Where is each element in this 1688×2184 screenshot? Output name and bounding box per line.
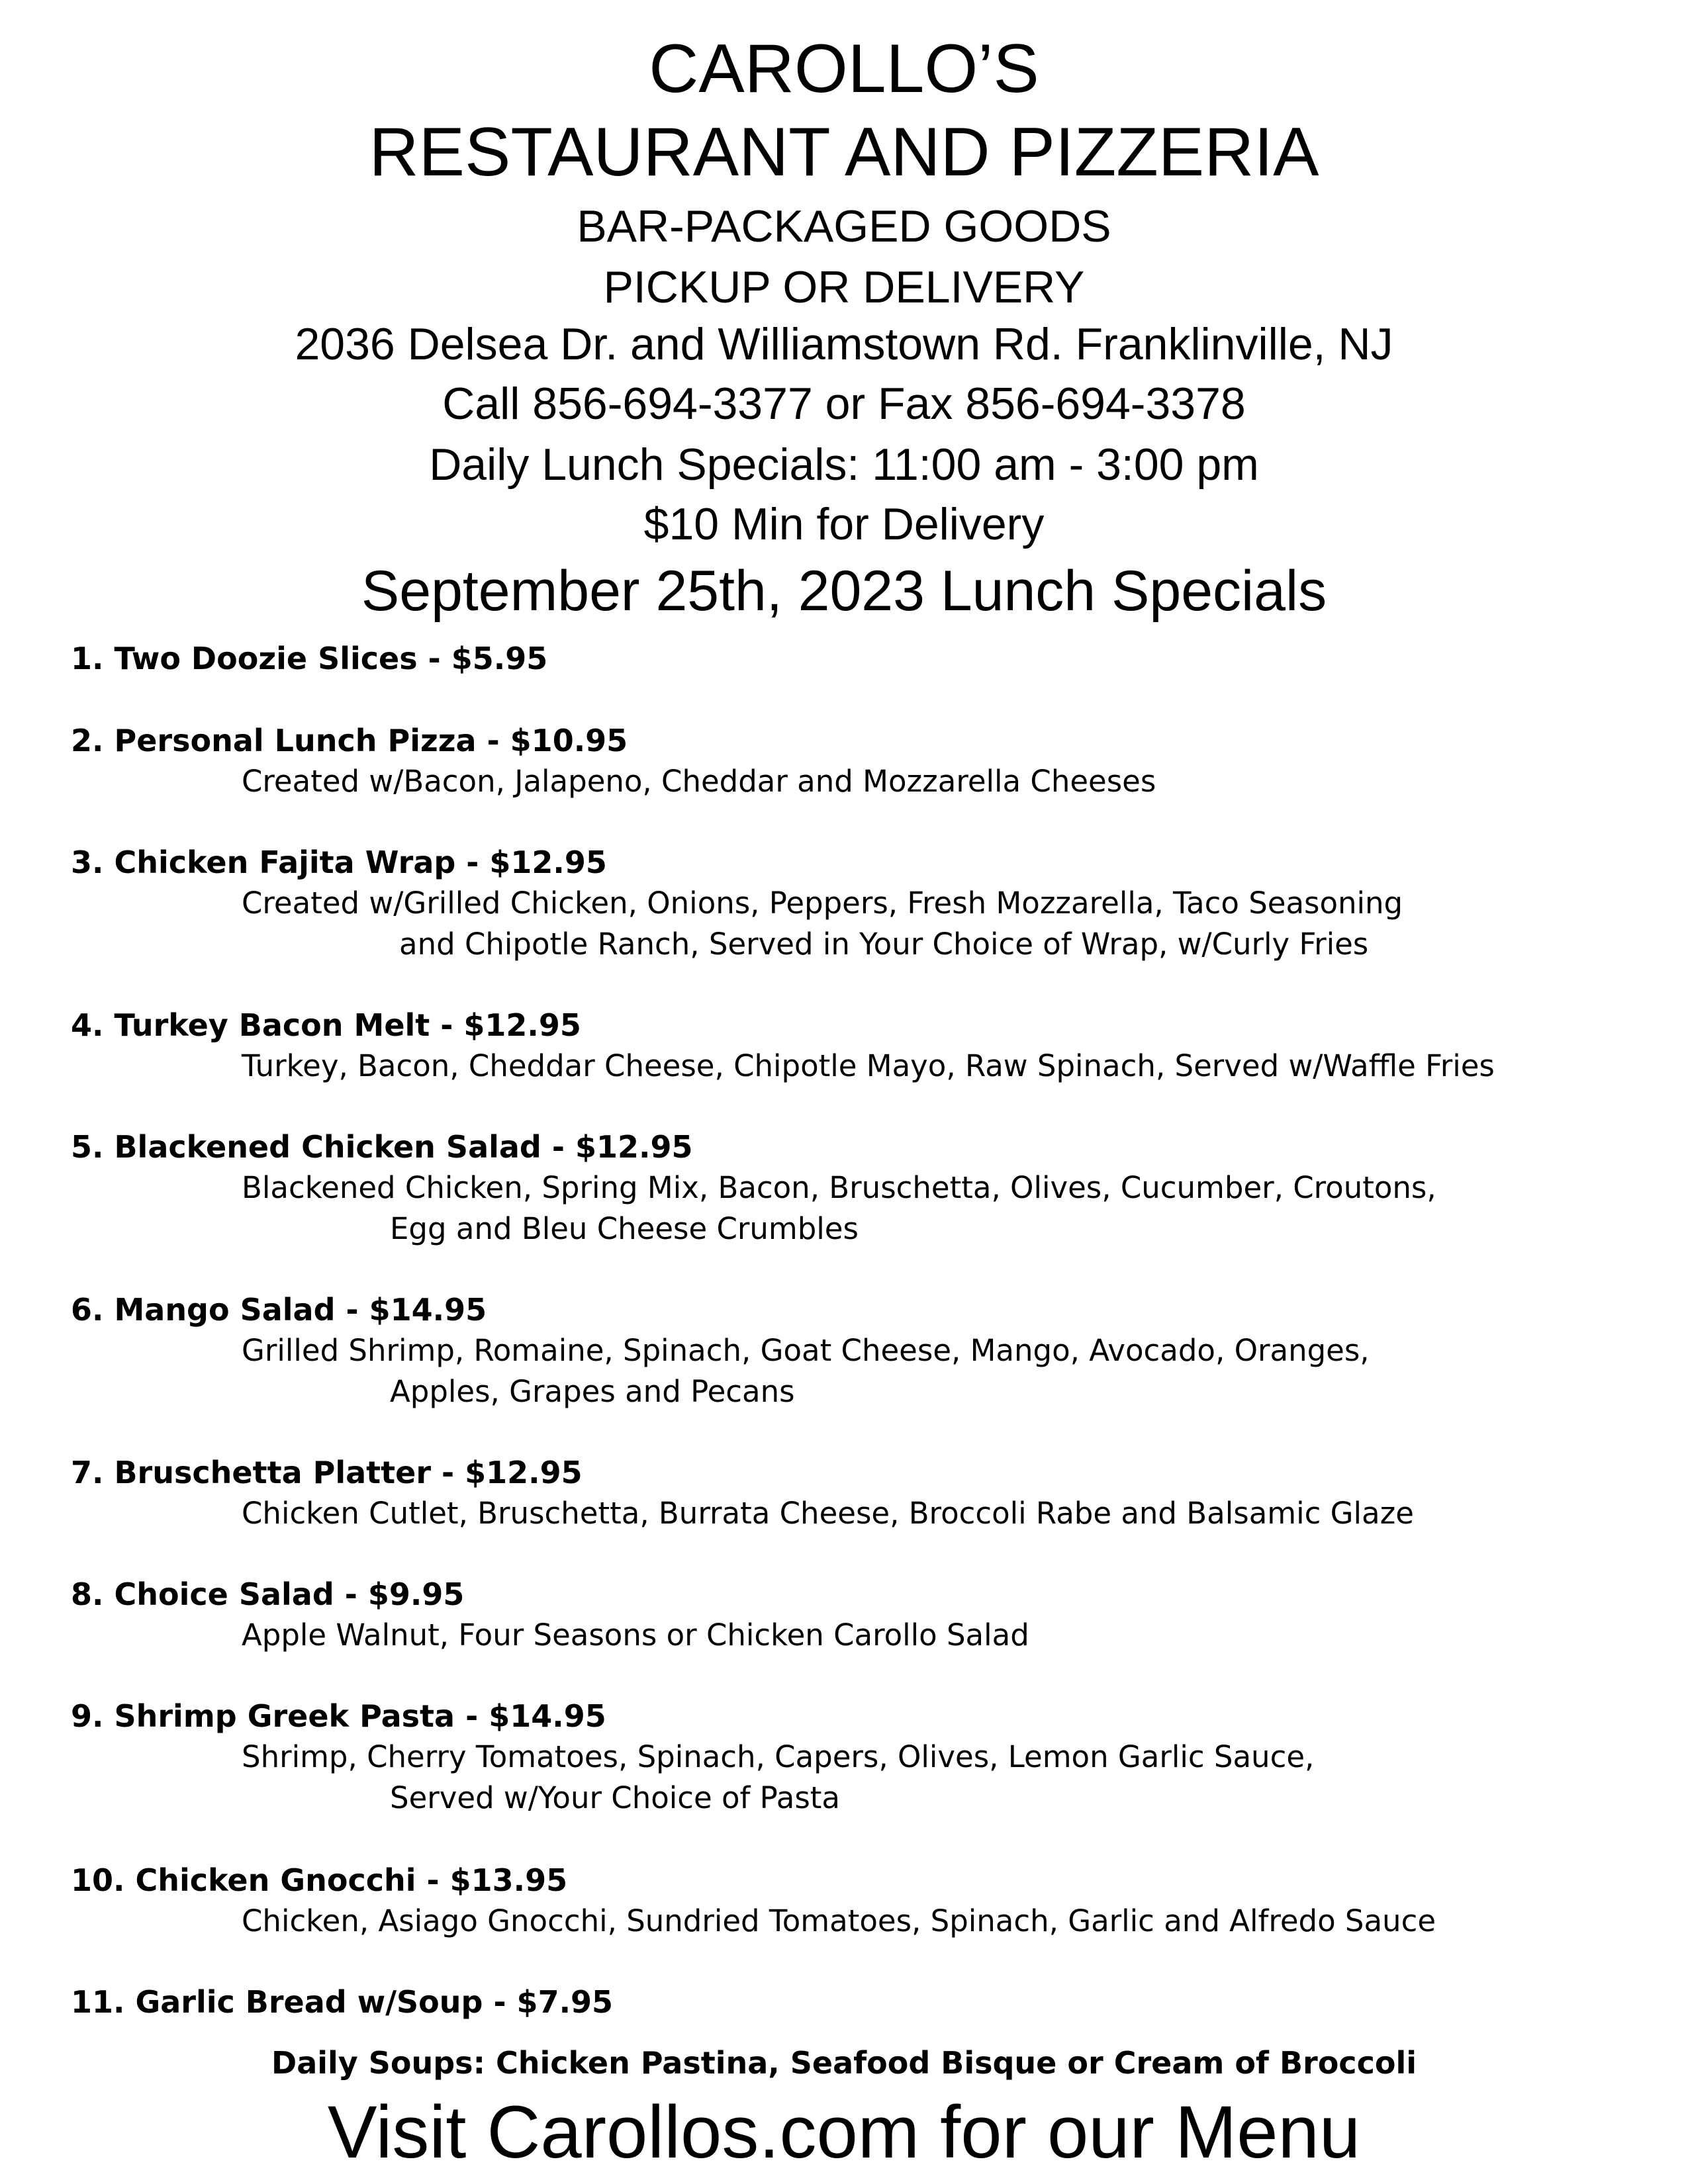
menu-item: [71, 1289, 1370, 1412]
menu-item-title: 9. Shrimp Greek Pasta - $14.95: [71, 1698, 606, 1734]
menu-item: [71, 1452, 1414, 1534]
menu-item-title: 3. Chicken Fajita Wrap - $12.95: [71, 844, 607, 880]
menu-item: [71, 1126, 1436, 1250]
services-line: BAR-PACKAGED GOODS: [577, 201, 1111, 251]
menu-item-title: 1. Two Doozie Slices - $5.95: [71, 641, 548, 676]
menu-item-description: Turkey, Bacon, Cheddar Cheese, Chipotle Mayo, Raw Spinach, Served w/Waffle Fries: [242, 1048, 1495, 1083]
menu-item: [71, 720, 1156, 802]
menu-item: [71, 638, 547, 679]
lunch-hours: Daily Lunch Specials: 11:00 am - 3:00 pm: [429, 439, 1259, 490]
menu-item-description: Created w/Grilled Chicken, Onions, Peppers, Fresh Mozzarella, Taco Seasoning: [242, 886, 1403, 921]
menu-item-title: 5. Blackened Chicken Salad - $12.95: [71, 1129, 693, 1165]
menu-item-title: 6. Mango Salad - $14.95: [71, 1292, 487, 1328]
menu-item-description: Served w/Your Choice of Pasta: [390, 1780, 841, 1815]
address: 2036 Delsea Dr. and Williamstown Rd. Franklinville, NJ: [295, 319, 1393, 369]
menu-item-description: Chicken Cutlet, Bruschetta, Burrata Cheese, Broccoli Rabe and Balsamic Glaze: [242, 1496, 1414, 1531]
menu-item: [71, 1005, 1495, 1087]
menu-item-description: and Chipotle Ranch, Served in Your Choice of Wrap, w/Curly Fries: [399, 927, 1369, 962]
restaurant-name: CAROLLO’S: [649, 30, 1039, 107]
delivery-minimum: $10 Min for Delivery: [643, 499, 1045, 549]
menu-item-title: 2. Personal Lunch Pizza - $10.95: [71, 723, 628, 758]
menu-item-description: Blackened Chicken, Spring Mix, Bacon, Bruschetta, Olives, Cucumber, Croutons,: [242, 1170, 1436, 1205]
menu-item-description: Chicken, Asiago Gnocchi, Sundried Tomatoes, Spinach, Garlic and Alfredo Sauce: [242, 1903, 1436, 1938]
menu-item-description: Egg and Bleu Cheese Crumbles: [390, 1211, 859, 1246]
menu-item: [71, 842, 1403, 965]
menu-item-description: Created w/Bacon, Jalapeno, Cheddar and Mozzarella Cheeses: [242, 764, 1156, 799]
menu-item-title: 10. Chicken Gnocchi - $13.95: [71, 1862, 568, 1898]
menu-item-description: Apple Walnut, Four Seasons or Chicken Carollo Salad: [242, 1617, 1029, 1653]
menu-item-description: Apples, Grapes and Pecans: [390, 1374, 795, 1409]
menu-item-title: 8. Choice Salad - $9.95: [71, 1576, 465, 1612]
daily-soups-note: Daily Soups: Chicken Pastina, Seafood Bisque or Cream of Broccoli: [271, 2045, 1417, 2081]
menu-item: [71, 1981, 613, 2023]
menu-item: [71, 1860, 1436, 1942]
menu-item-title: 7. Bruschetta Platter - $12.95: [71, 1455, 583, 1490]
menu-item-title: 11. Garlic Bread w/Soup - $7.95: [71, 1984, 614, 2020]
menu-item: [71, 1574, 1029, 1656]
menu-item-description: Grilled Shrimp, Romaine, Spinach, Goat Cheese, Mango, Avocado, Oranges,: [242, 1333, 1370, 1368]
pickup-delivery-line: PICKUP OR DELIVERY: [603, 262, 1085, 312]
phone-fax: Call 856-694-3377 or Fax 856-694-3378: [442, 379, 1246, 429]
website-callout: Visit Carollos.com for our Menu: [327, 2091, 1361, 2173]
date-heading: September 25th, 2023 Lunch Specials: [361, 559, 1327, 623]
restaurant-subtitle: RESTAURANT AND PIZZERIA: [369, 114, 1319, 191]
menu-item-description: Shrimp, Cherry Tomatoes, Spinach, Capers, Olives, Lemon Garlic Sauce,: [242, 1739, 1315, 1774]
menu-item-title: 4. Turkey Bacon Melt - $12.95: [71, 1007, 581, 1043]
menu-item: [71, 1696, 1314, 1819]
